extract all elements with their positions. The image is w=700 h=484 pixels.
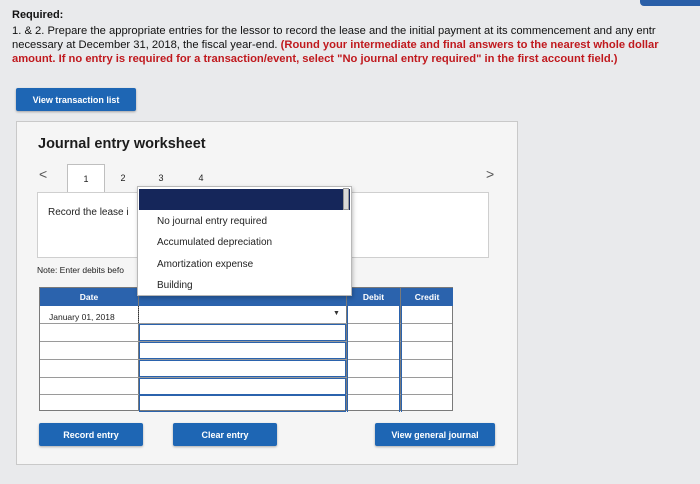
account-field[interactable] xyxy=(139,324,346,341)
required-heading: Required: xyxy=(12,9,64,21)
credit-fields[interactable] xyxy=(401,306,453,412)
tab-2[interactable]: 2 xyxy=(120,172,126,183)
dropdown-option[interactable]: No journal entry required xyxy=(157,216,268,227)
dropdown-selected-option[interactable] xyxy=(139,189,350,210)
instruction-line-2 xyxy=(12,38,700,52)
instruction-plain: necessary at December 31, 2018, the fiscal year-end. xyxy=(12,39,281,51)
instructions xyxy=(12,24,700,66)
note-text: Note: Enter debits befo xyxy=(37,265,124,275)
record-label: Record the lease i xyxy=(48,207,129,218)
date-cell[interactable]: January 01, 2018 xyxy=(49,312,115,322)
account-field[interactable] xyxy=(139,342,346,359)
worksheet-title: Journal entry worksheet xyxy=(38,136,206,152)
account-dropdown-list[interactable] xyxy=(137,186,352,296)
account-field[interactable] xyxy=(139,360,346,377)
tab-4[interactable]: 4 xyxy=(198,172,204,183)
dropdown-scrollbar[interactable] xyxy=(343,188,349,210)
tab-3[interactable]: 3 xyxy=(158,172,164,183)
top-right-button[interactable] xyxy=(640,0,700,6)
clear-entry-button[interactable]: Clear entry xyxy=(173,423,277,446)
view-transaction-list-button[interactable]: View transaction list xyxy=(16,88,136,111)
account-field[interactable] xyxy=(139,395,346,412)
account-field[interactable] xyxy=(139,378,346,395)
dropdown-arrow-icon[interactable]: ▼ xyxy=(333,310,340,317)
next-arrow-icon[interactable]: > xyxy=(486,166,495,182)
record-entry-button[interactable]: Record entry xyxy=(39,423,143,446)
dropdown-option[interactable]: Amortization expense xyxy=(157,259,254,270)
tab-1[interactable]: 1 xyxy=(67,164,105,192)
date-column-header: Date xyxy=(40,288,138,306)
date-cell-focus xyxy=(138,306,139,323)
prev-arrow-icon[interactable]: < xyxy=(39,166,48,182)
view-general-journal-button[interactable]: View general journal xyxy=(375,423,495,446)
credit-column-header: Credit xyxy=(401,288,453,306)
instruction-line-1: 1. & 2. Prepare the appropriate entries for the lessor to record the lease and the initial payment at its commencement and any entr xyxy=(12,25,656,37)
dropdown-option[interactable]: Building xyxy=(157,280,193,291)
debit-column-header: Debit xyxy=(347,288,400,306)
instruction-line-3: amount. If no entry is required for a transaction/event, select "No journal entry required" in the first account field.) xyxy=(12,53,618,65)
dropdown-option[interactable]: Accumulated depreciation xyxy=(157,237,273,248)
debit-fields[interactable] xyxy=(347,306,400,412)
journal-grid xyxy=(39,287,453,411)
instruction-red-1: (Round your intermediate and final answers to the nearest whole dollar xyxy=(280,39,659,51)
